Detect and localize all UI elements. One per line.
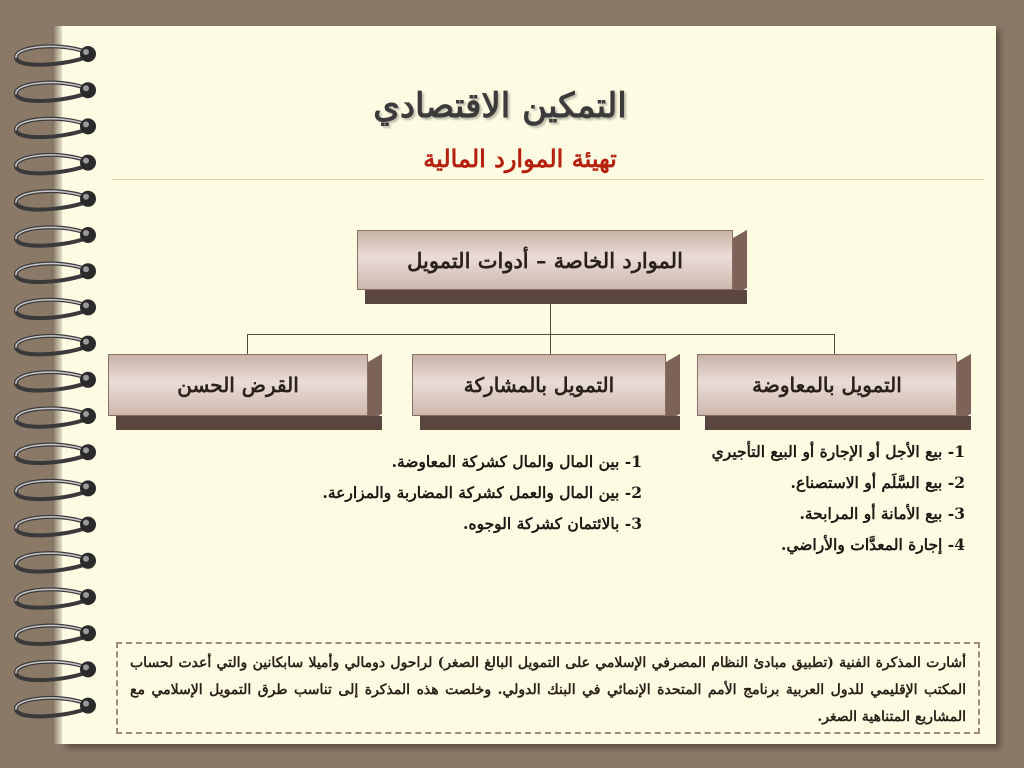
ring-icon <box>16 155 96 174</box>
list-item: 2- بيع السَّلَم أو الاستصناع. <box>790 473 965 492</box>
connector-horizontal <box>247 334 835 335</box>
spiral-binding <box>0 0 110 768</box>
node-muawada <box>697 354 971 430</box>
list-item: 3- بالائتمان كشركة الوجوه. <box>463 514 642 533</box>
ring-icon <box>16 698 96 717</box>
musharaka-list <box>270 446 642 539</box>
ring-icon <box>16 299 96 318</box>
connector-to-qard <box>247 334 248 356</box>
divider-line <box>112 179 984 180</box>
node-qard-hasan <box>108 354 382 430</box>
ring-icon <box>16 46 96 65</box>
note-box <box>116 642 980 734</box>
node-muawada-label: التمويل بالمعاوضة <box>752 373 902 397</box>
ring-icon <box>16 661 96 680</box>
list-item: 4- إجارة المعدَّات والأراضي. <box>780 535 965 554</box>
connector-vertical-root <box>550 304 551 334</box>
ring-icon <box>16 625 96 644</box>
node-musharaka <box>412 354 680 430</box>
muawada-list <box>660 436 965 560</box>
root-node <box>357 230 747 304</box>
ring-icon <box>16 517 96 536</box>
root-node-label: الموارد الخاصة – أدوات التمويل <box>407 247 683 273</box>
list-item: 3- بيع الأمانة أو المرابحة. <box>799 504 965 523</box>
node-qard-hasan-label: القرض الحسن <box>177 373 299 397</box>
ring-icon <box>16 336 96 355</box>
slide-title: التمكين الاقتصادي <box>373 86 627 126</box>
slide-subtitle: تهيئة الموارد المالية <box>423 144 617 173</box>
ring-icon <box>16 480 96 499</box>
connector-to-muawada <box>834 334 835 356</box>
ring-icon <box>16 118 96 137</box>
ring-icon <box>16 444 96 463</box>
note-text: أشارت المذكرة الفنية (تطبيق مبادئ النظام المصرفي الإسلامي على التمويل البالغ الصغر) لراحول دومالي وأميلا سابكانين والتي أعدت لحساب المكتب الإقليمي للدول العربية برنامج الأمم المتحدة الإنمائي في البنك الدولي. وخلصت هذه المذكرة إلى تناسب طرق التمويل الإسلامي مع المشاريع المتناهية الصغر. <box>130 655 966 725</box>
ring-icon <box>16 372 96 391</box>
ring-icon <box>16 589 96 608</box>
ring-icon <box>16 227 96 246</box>
list-item: 2- بين المال والعمل كشركة المضاربة والمزارعة. <box>322 483 642 502</box>
ring-icon <box>16 263 96 282</box>
ring-icon <box>16 82 96 101</box>
connector-to-musharaka <box>550 334 551 356</box>
list-item: 1- بين المال والمال كشركة المعاوضة. <box>391 452 642 471</box>
node-musharaka-label: التمويل بالمشاركة <box>463 373 615 397</box>
list-item: 1- بيع الأجل أو الإجارة أو البيع التأجيري <box>711 442 965 461</box>
ring-icon <box>16 408 96 427</box>
ring-icon <box>16 553 96 572</box>
ring-icon <box>16 191 96 210</box>
